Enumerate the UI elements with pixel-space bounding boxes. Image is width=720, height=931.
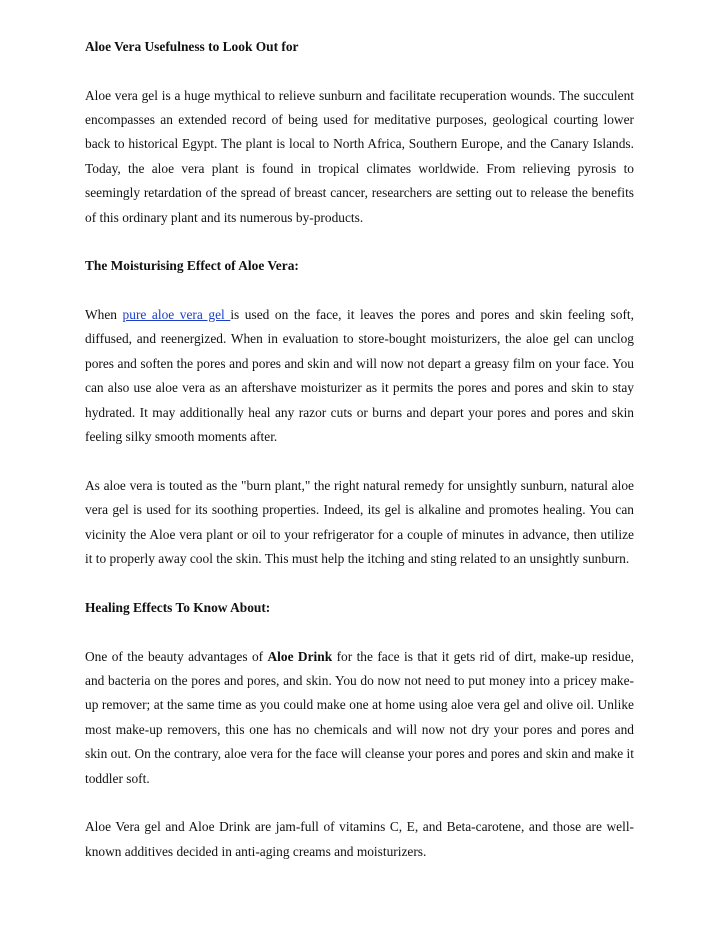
moisturising-paragraph — [85, 303, 634, 449]
vitamins-paragraph: Aloe Vera gel and Aloe Drink are jam-full of vitamins C, E, and Beta-carotene, and those are well-known additives decided in anti-aging creams and moisturizers. — [85, 819, 634, 859]
burn-plant-paragraph: As aloe vera is touted as the "burn plant," the right natural remedy for unsightly sunburn, natural aloe vera gel is used for its soothing properties. Indeed, its gel is alkaline and promotes healing. You can vicinity the Aloe vera plant or oil to your refrigerator for a couple of minutes in advance, then utilize it to properly away cool the skin. This must help the itching and sting related to an unsightly sunburn. — [85, 477, 634, 567]
section-heading-healing: Healing Effects To Know About: — [85, 600, 271, 615]
spacer — [85, 572, 634, 597]
spacer — [85, 230, 634, 255]
document-page — [85, 35, 634, 864]
spacer — [85, 59, 634, 84]
spacer — [85, 791, 634, 816]
moisturising-paragraph-lead: When — [85, 306, 123, 322]
healing-paragraph-body: for the face is that it gets rid of dirt, make-up residue, and bacteria on the pores and pores, and skin. You do now not need to put money into a pricey make-up remover; at the same time as you could make one at home using aloe vera gel and olive oil. Unlike most make-up removers, this one has no chemicals and will now not dry your pores and pores and skin out. On the contrary, aloe vera for the face will cleanse your pores and pores and skin and make it toddler soft. — [85, 648, 634, 786]
moisturising-paragraph-body: is used on the face, it leaves the pores and pores and skin feeling soft, diffused, and reenergized. When in evaluation to store-bought moisturizers, the aloe gel can unclog pores and soften the pores and pores and skin and will now not depart a greasy film on your face. You can also use aloe vera as an aftershave moisturizer as it permits the pores and pores and skin to stay hydrated. It may additionally heal any razor cuts or burns and depart your pores and pores and skin feeling silky smooth moments after. — [85, 306, 634, 444]
aloe-drink-bold-text: Aloe Drink — [267, 648, 333, 664]
document-title: Aloe Vera Usefulness to Look Out for — [85, 39, 299, 54]
healing-paragraph-lead: One of the beauty advantages of — [85, 648, 268, 664]
spacer — [85, 449, 634, 474]
spacer — [85, 278, 634, 303]
spacer — [85, 620, 634, 645]
intro-paragraph: Aloe vera gel is a huge mythical to relieve sunburn and facilitate recuperation wounds. The succulent encompasses an extended record of being used for meditative purposes, geological courting lower back to historical Egypt. The plant is local to North Africa, Southern Europe, and the Canary Islands. Today, the aloe vera plant is found in tropical climates worldwide. From relieving pyrosis to seemingly retardation of the spread of breast cancer, researchers are setting out to release the benefits of this ordinary plant and its numerous by-products. — [85, 87, 634, 225]
pure-aloe-vera-gel-link[interactable]: pure aloe vera gel — [122, 306, 231, 322]
healing-paragraph — [85, 645, 634, 791]
section-heading-moisturising: The Moisturising Effect of Aloe Vera: — [85, 258, 299, 274]
